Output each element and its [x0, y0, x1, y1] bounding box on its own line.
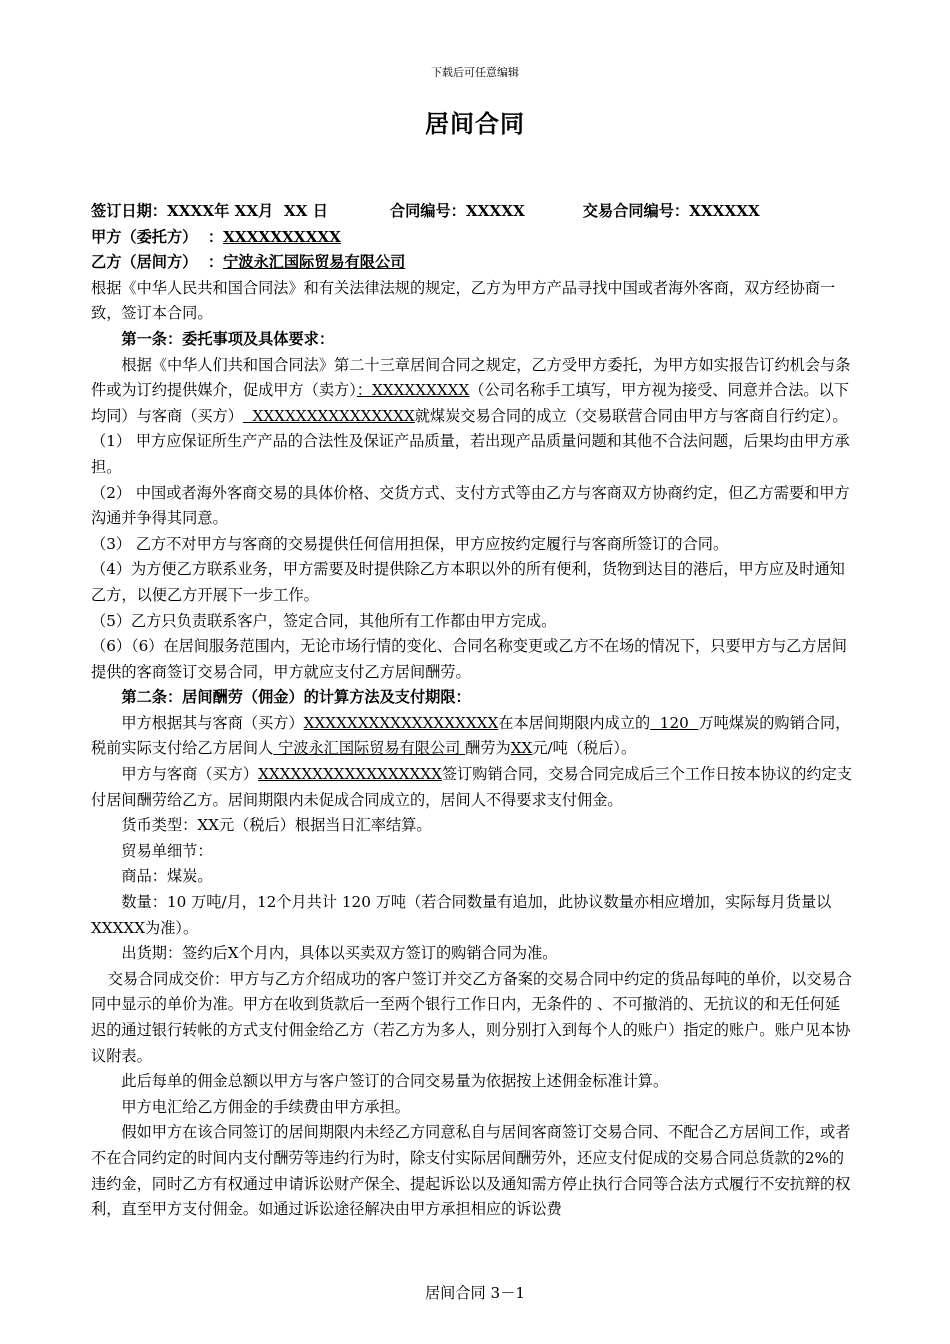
intermediary-name-blank: 宁波永汇国际贸易有限公司: [273, 739, 466, 758]
text-run: 万吨煤炭的购销合同，税前实际支付给乙方居间人: [91, 713, 851, 758]
article-1-item-4: （4）为方便乙方联系业务，甲方需要及时提供除乙方本职以外的所有便利，货物到达目的港后，甲方应及时通知乙方，以便乙方开展下一步工作。: [91, 560, 845, 604]
trade-detail-line: 贸易单细节：: [121, 841, 213, 860]
party-a-row: [91, 225, 853, 251]
text-run: 就煤炭交易合同的成立（交易联营合同由甲方与客商自行约定）。: [414, 406, 848, 425]
document-title: 居间合同: [425, 109, 525, 138]
article-1-item-6: （6）（6）在居间服务范围内，无论市场行情的变化、合同名称变更或乙方不在场的情况下，只要甲方与乙方居间提供的客商签订交易合同，甲方就应支付乙方居间酬劳。: [91, 637, 847, 681]
breach-paragraph: 假如甲方在该合同签订的居间期限内未经乙方同意私自与居间客商签订交易合同、不配合乙方居间工作，或者不在合同约定的时间内支付酬劳等违约行为时，除支付实际居间酬劳外，还应支付促成的交易合同总货款的2%的违约金，同时乙方有权通过申请诉讼财产保全、提起诉讼以及通知需方停止执行合同等合法方式履行不安抗辩的权利，直至甲方支付佣金。如通过诉讼途径解决由甲方承担相应的诉讼费: [91, 1123, 851, 1219]
meta-row: [91, 199, 853, 225]
text-run: （公司名称手工填写，甲方视为接受、同意并合法。以下均同）与客商（买方）: [91, 381, 849, 425]
article-1-item-5: （5）乙方只负责联系客户，签定合同，其他所有工作都由甲方完成。: [91, 611, 557, 630]
contract-no-value: XXXXX: [465, 202, 525, 220]
header-note: 下载后可任意编辑: [431, 66, 519, 79]
intro-paragraph: 根据《中华人民共和国合同法》和有关法律法规的规定，乙方为甲方产品寻找中国或者海外客商，双方经协商一致，签订本合同。: [91, 278, 836, 323]
text-run: 根据《中华人们共和国合同法》第二十三章居间合同之规定，乙方受甲方委托，为甲方如实报告订约机会与条件或为订约提供媒介，促成甲方（卖方）: [91, 355, 851, 400]
text-run: 元/吨（税后）。: [532, 739, 637, 758]
article-1-item-2: （2） 中国或者海外客商交易的具体价格、交货方式、支付方式等由乙方与客商双方协商约定，但乙方需要和甲方沟通并争得其同意。: [91, 483, 850, 528]
goods-line: 商品：煤炭。: [121, 867, 213, 886]
party-b-label: 乙方（居间方） ：: [91, 253, 224, 272]
text-run: 甲方根据其与客商（买方）: [121, 713, 304, 732]
trade-no-value: XXXXXX: [689, 202, 760, 220]
party-b-row: [91, 250, 853, 276]
shipment-line: 出货期：签约后X个月内，具体以买卖双方签订的购销合同为准。: [121, 944, 558, 963]
article-2-paragraph-1: [91, 711, 853, 762]
buyer-name-blank: XXXXXXXXXXXXXXXXXX: [303, 713, 499, 732]
date-label: 签订日期：: [91, 202, 167, 220]
seller-name-blank: ：XXXXXXXXX: [356, 381, 470, 400]
quantity-blank: 120: [650, 713, 699, 732]
article-1-heading: 第一条：委托事项及具体要求：: [121, 329, 335, 348]
article-1-item-3: （3） 乙方不对甲方与客商的交易提供任何信用担保，甲方应按约定履行与客商所签订的合同。: [91, 534, 729, 553]
date-value: XXXX年 XX月 XX 日: [166, 202, 328, 220]
text-run: 签订购销合同，交易合同完成后三个工作日按本协议的约定支付居间酬劳给乙方。居间期限内未促成合同成立的，居间人不得要求支付佣金。: [91, 765, 852, 809]
quantity-line: 数量：10 万吨/月，12个月共计 120 万吨（若合同数量有追加，此协议数量亦相应增加，实际每月货量以XXXXX为准）。: [91, 893, 832, 937]
document-body: [91, 199, 853, 1223]
article-2-heading: 第二条：居间酬劳（佣金）的计算方法及支付期限：: [121, 688, 471, 707]
article-1-item-1: （1） 甲方应保证所生产产品的合法性及保证产品质量，若出现产品质量问题和其他不合法问题，后果均由甲方承担。: [91, 432, 850, 476]
rate-blank: XX: [510, 739, 533, 758]
article-1-paragraph: [91, 353, 853, 430]
buyer-name-blank: XXXXXXXXXXXXXXXXX: [258, 765, 442, 784]
currency-line: 货币类型：XX元（税后）根据当日汇率结算。: [121, 816, 432, 835]
trade-no-label: 交易合同编号：: [582, 202, 690, 220]
text-run: 在本居间期限内成立的: [498, 713, 651, 732]
fee-line: 甲方电汇给乙方佣金的手续费由甲方承担。: [121, 1097, 410, 1116]
total-line: 此后每单的佣金总额以甲方与客户签订的合同交易量为依据按上述佣金标准计算。: [121, 1072, 669, 1091]
party-b-value: 宁波永汇国际贸易有限公司: [223, 253, 406, 272]
party-a-value: XXXXXXXXXX: [223, 227, 341, 246]
text-run: 甲方与客商（买方）: [121, 765, 259, 784]
page-footer: 居间合同 3－1: [424, 1284, 526, 1302]
party-a-label: 甲方（委托方） ：: [91, 227, 224, 246]
buyer-name-blank: XXXXXXXXXXXXXXX: [242, 406, 415, 425]
price-paragraph: 交易合同成交价：甲方与乙方介绍成功的客户签订并交乙方备案的交易合同中约定的货品每吨的单价，以交易合同中显示的单价为准。甲方在收到货款后一至两个银行工作日内，无条件的 、不可撤消的、无抗议的和无任何延迟的通过银行转帐的方式支付佣金给乙方（若乙方为多人，则分别打入到每个人的账户）指定的账户。账户见本协议附表。: [91, 969, 852, 1065]
article-2-paragraph-2: [91, 762, 853, 813]
text-run: 酬劳为: [465, 739, 511, 758]
contract-no-label: 合同编号：: [389, 202, 466, 220]
